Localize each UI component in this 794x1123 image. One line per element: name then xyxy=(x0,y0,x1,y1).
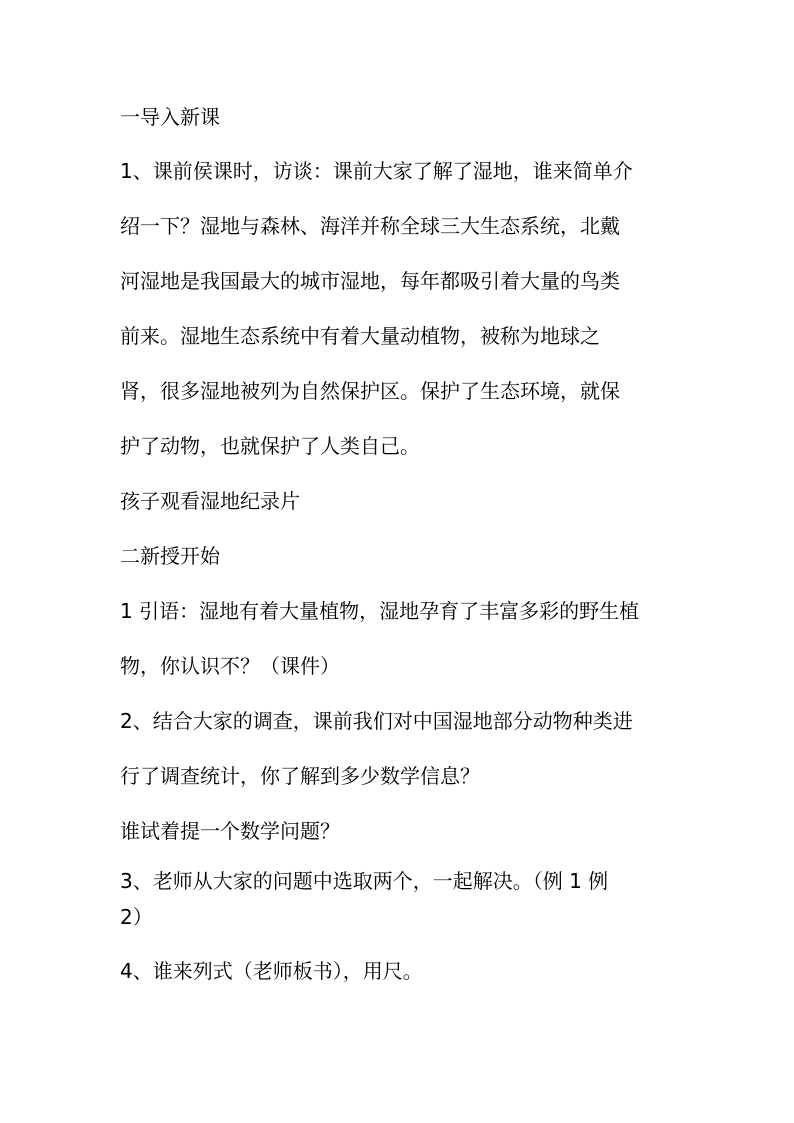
paragraph-line: 护了动物，也就保护了人类自己。 xyxy=(120,434,420,458)
paragraph-line: 3、老师从大家的问题中选取两个，一起解决。（例 1 例 xyxy=(120,869,609,893)
paragraph-line: 4、谁来列式（老师板书），用尺。 xyxy=(120,959,423,983)
section-heading-new-lesson: 二新授开始 xyxy=(120,544,220,568)
paragraph-line: 肾，很多湿地被列为自然保护区。保护了生态环境，就保 xyxy=(120,379,620,403)
paragraph-line: 行了调查统计，你了解到多少数学信息？ xyxy=(120,764,480,788)
section-heading-intro: 一导入新课 xyxy=(120,105,220,129)
paragraph-line: 1、课前侯课时，访谈：课前大家了解了湿地，谁来简单介 xyxy=(120,159,633,183)
paragraph-line: 谁试着提一个数学问题？ xyxy=(120,819,340,843)
paragraph-line: 1 引语：湿地有着大量植物，湿地孕育了丰富多彩的野生植 xyxy=(120,599,640,623)
paragraph-line: 2、结合大家的调查，课前我们对中国湿地部分动物种类进 xyxy=(120,709,633,733)
paragraph-line: 孩子观看湿地纪录片 xyxy=(120,489,300,513)
paragraph-line: 2） xyxy=(120,905,153,929)
paragraph-line: 绍一下？湿地与森林、海洋并称全球三大生态系统，北戴 xyxy=(120,214,620,238)
paragraph-line: 前来。湿地生态系统中有着大量动植物，被称为地球之 xyxy=(120,324,600,348)
paragraph-line: 物，你认识不？（课件） xyxy=(120,654,340,678)
paragraph-line: 河湿地是我国最大的城市湿地，每年都吸引着大量的鸟类 xyxy=(120,269,620,293)
